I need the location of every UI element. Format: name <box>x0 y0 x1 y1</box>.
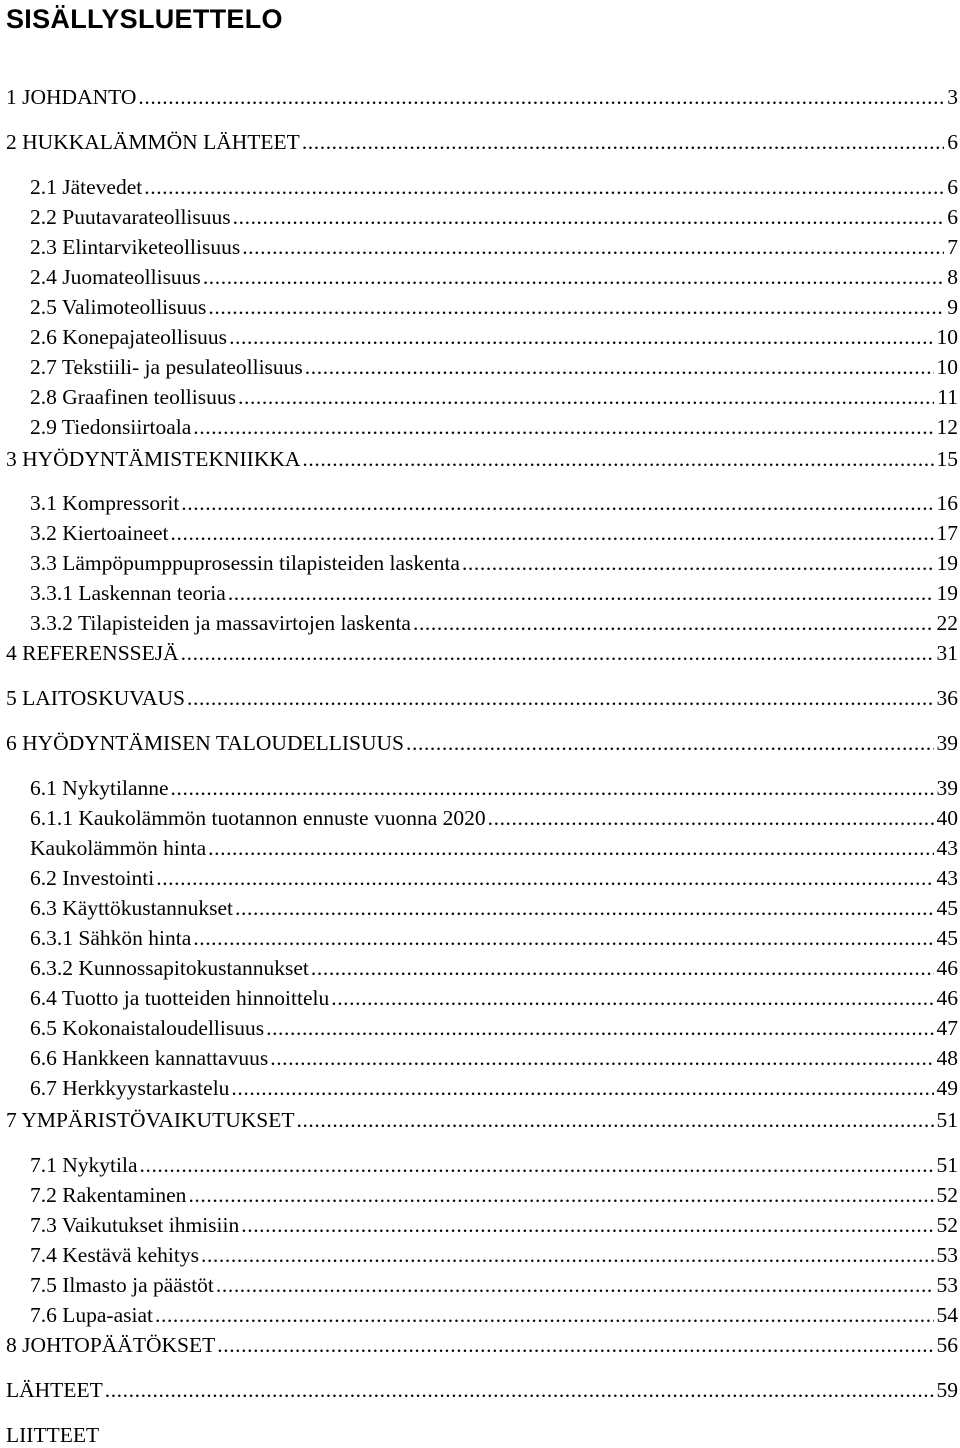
toc-dot-leader <box>181 490 933 516</box>
toc-entry[interactable] <box>6 640 958 666</box>
toc-entry-page-number: 6 <box>947 175 958 199</box>
toc-entry-label: 2.7 Tekstiili- ja pesulateollisuus <box>30 355 303 379</box>
toc-entry-page-number: 43 <box>936 836 958 860</box>
toc-dot-leader <box>144 174 944 200</box>
toc-entry-page-number: 51 <box>936 1108 958 1132</box>
toc-dot-leader <box>140 1152 934 1178</box>
toc-dot-leader <box>201 1242 934 1268</box>
toc-entry-page-number: 52 <box>936 1183 958 1207</box>
toc-entry-page-number: 48 <box>936 1046 958 1070</box>
toc-entry-page-number: 12 <box>936 415 958 439</box>
toc-entry-label: 2.5 Valimoteollisuus <box>30 295 207 319</box>
toc-entry-label: 4 REFERENSSEJÄ <box>6 641 179 665</box>
toc-dot-leader <box>302 129 944 155</box>
toc-entry[interactable] <box>30 354 958 380</box>
toc-entry-label: 2.8 Graafinen teollisuus <box>30 385 236 409</box>
toc-dot-leader <box>235 895 933 921</box>
toc-entry-label: 7.3 Vaikutukset ihmisiin <box>30 1213 240 1237</box>
toc-entry-page-number: 31 <box>936 641 958 665</box>
toc-entry-page-number: 17 <box>936 521 958 545</box>
toc-entry[interactable] <box>30 414 958 440</box>
toc-entry-label: 6 HYÖDYNTÄMISEN TALOUDELLISUUS <box>6 731 405 755</box>
toc-entry[interactable] <box>30 324 958 350</box>
toc-entry[interactable] <box>30 1075 958 1101</box>
toc-entry-page-number: 56 <box>936 1333 958 1357</box>
page-title: SISÄLLYSLUETTELO <box>6 4 283 34</box>
toc-entry[interactable] <box>30 925 958 951</box>
toc-entry[interactable] <box>30 835 958 861</box>
toc-entry-label: 7.2 Rakentaminen <box>30 1183 187 1207</box>
toc-entry-label: 6.3.1 Sähkön hinta <box>30 926 192 950</box>
toc-entry-page-number: 39 <box>936 776 958 800</box>
toc-entry[interactable] <box>30 1182 958 1208</box>
toc-dot-leader <box>270 1045 933 1071</box>
toc-entry[interactable] <box>30 775 958 801</box>
toc-entry[interactable] <box>6 730 958 756</box>
toc-entry[interactable] <box>30 1015 958 1041</box>
toc-entry[interactable] <box>30 865 958 891</box>
toc-entry-page-number: 51 <box>936 1153 958 1177</box>
toc-entry[interactable] <box>30 895 958 921</box>
toc-entry-page-number: 3 <box>947 85 958 109</box>
toc-dot-leader <box>231 1075 933 1101</box>
toc-entry-label: 3.2 Kiertoaineet <box>30 521 169 545</box>
toc-entry[interactable] <box>6 685 958 711</box>
toc-entry[interactable] <box>30 1212 958 1238</box>
toc-dot-leader <box>105 1377 934 1403</box>
toc-entry[interactable] <box>30 985 958 1011</box>
toc-entry[interactable] <box>6 84 958 110</box>
toc-entry-page-number: 46 <box>936 956 958 980</box>
toc-entry-label: 2 HUKKALÄMMÖN LÄHTEET <box>6 130 300 154</box>
toc-entry-page-number: 45 <box>936 896 958 920</box>
toc-entry[interactable] <box>6 446 958 472</box>
toc-dot-leader <box>181 640 934 666</box>
toc-entry-page-number: 53 <box>936 1273 958 1297</box>
toc-entry[interactable] <box>30 234 958 260</box>
toc-entry[interactable] <box>30 490 958 516</box>
toc-entry-page-number: 15 <box>936 447 958 471</box>
toc-entry-label: 7.5 Ilmasto ja päästöt <box>30 1273 214 1297</box>
toc-entry-label: 6.1.1 Kaukolämmön tuotannon ennuste vuonna 2020 <box>30 806 486 830</box>
toc-dot-leader <box>217 1332 933 1358</box>
toc-entry-label: LIITTEET <box>6 1423 100 1447</box>
toc-entry-label: 3 HYÖDYNTÄMISTEKNIIKKA <box>6 447 301 471</box>
toc-entry-page-number: 7 <box>947 235 958 259</box>
toc-entry-page-number: 54 <box>936 1303 958 1327</box>
toc-entry[interactable] <box>30 550 958 576</box>
toc-entry-label: 2.1 Jätevedet <box>30 175 143 199</box>
toc-dot-leader <box>138 84 944 110</box>
toc-entry-page-number: 19 <box>936 551 958 575</box>
toc-entry-label: Kaukolämmön hinta <box>30 836 207 860</box>
toc-entry[interactable] <box>30 955 958 981</box>
toc-dot-leader <box>241 1212 933 1238</box>
toc-entry-page-number: 52 <box>936 1213 958 1237</box>
toc-dot-leader <box>203 264 944 290</box>
toc-dot-leader <box>208 835 933 861</box>
toc-entry-page-number: 47 <box>936 1016 958 1040</box>
toc-entry-label: 7.6 Lupa-asiat <box>30 1303 153 1327</box>
toc-entry[interactable] <box>30 580 958 606</box>
toc-entry-label: 2.6 Konepajateollisuus <box>30 325 228 349</box>
toc-entry-label: 3.3.2 Tilapisteiden ja massavirtojen laskenta <box>30 611 411 635</box>
toc-entry-page-number: 8 <box>947 265 958 289</box>
toc-entry-page-number: 6 <box>947 130 958 154</box>
toc-dot-leader <box>208 294 944 320</box>
toc-dot-leader <box>242 234 944 260</box>
toc-entry-label: 6.4 Tuotto ja tuotteiden hinnoittelu <box>30 986 330 1010</box>
toc-entry-label: 2.4 Juomateollisuus <box>30 265 201 289</box>
toc-entry-page-number: 16 <box>936 491 958 515</box>
toc-dot-leader <box>229 324 933 350</box>
toc-entry[interactable] <box>6 1332 958 1358</box>
toc-entry[interactable] <box>30 174 958 200</box>
toc-entry-page-number: 39 <box>936 731 958 755</box>
toc-dot-leader <box>266 1015 933 1041</box>
toc-entry[interactable] <box>30 1302 958 1328</box>
toc-entry-label: 3.3.1 Laskennan teoria <box>30 581 226 605</box>
toc-entry-page-number: 6 <box>947 205 958 229</box>
toc-entry-label: 6.3.2 Kunnossapitokustannukset <box>30 956 309 980</box>
toc-entry-label: 8 JOHTOPÄÄTÖKSET <box>6 1333 216 1357</box>
toc-dot-leader <box>331 985 933 1011</box>
toc-dot-leader <box>311 955 934 981</box>
toc-entry-page-number: 11 <box>937 385 958 409</box>
toc-dot-leader <box>302 446 933 472</box>
toc-entry[interactable] <box>30 204 958 230</box>
toc-dot-leader <box>171 520 934 546</box>
toc-entry-label: 7 YMPÄRISTÖVAIKUTUKSET <box>6 1108 295 1132</box>
toc-entry[interactable] <box>30 1242 958 1268</box>
toc-entry[interactable] <box>30 384 958 410</box>
toc-entry[interactable] <box>30 1272 958 1298</box>
toc-dot-leader <box>216 1272 934 1298</box>
toc-entry-page-number: 53 <box>936 1243 958 1267</box>
toc-entry-page-number: 43 <box>936 866 958 890</box>
toc-entry-page-number: 49 <box>936 1076 958 1100</box>
toc-entry[interactable] <box>30 264 958 290</box>
toc-entry-label: 2.9 Tiedonsiirtoala <box>30 415 192 439</box>
toc-entry-label: 5 LAITOSKUVAUS <box>6 686 185 710</box>
toc-dot-leader <box>305 354 934 380</box>
toc-entry-label: 7.4 Kestävä kehitys <box>30 1243 199 1267</box>
toc-entry-page-number: 46 <box>936 986 958 1010</box>
toc-dot-leader <box>462 550 934 576</box>
toc-entry[interactable] <box>30 294 958 320</box>
toc-entry-page-number: 40 <box>936 806 958 830</box>
toc-entry-label: 7.1 Nykytila <box>30 1153 138 1177</box>
toc-entry-label: 3.1 Kompressorit <box>30 491 180 515</box>
toc-entry-label: 6.3 Käyttökustannukset <box>30 896 234 920</box>
toc-entry-page-number: 10 <box>936 355 958 379</box>
toc-entry[interactable] <box>6 1422 958 1448</box>
toc-entry-label: LÄHTEET <box>6 1378 103 1402</box>
toc-dot-leader <box>296 1107 933 1133</box>
toc-entry[interactable] <box>30 520 958 546</box>
toc-entry[interactable] <box>6 1107 958 1133</box>
toc-dot-leader <box>413 610 934 636</box>
toc-entry-label: 2.3 Elintarviketeollisuus <box>30 235 241 259</box>
toc-dot-leader <box>488 805 934 831</box>
toc-dot-leader <box>233 204 945 230</box>
toc-entry-page-number: 10 <box>936 325 958 349</box>
toc-entry-label: 3.3 Lämpöpumppuprosessin tilapisteiden laskenta <box>30 551 460 575</box>
toc-entry-label: 6.5 Kokonaistaloudellisuus <box>30 1016 265 1040</box>
toc-entry[interactable] <box>30 805 958 831</box>
toc-entry-label: 6.2 Investointi <box>30 866 155 890</box>
toc-entry-label: 1 JOHDANTO <box>6 85 137 109</box>
toc-dot-leader <box>155 1302 934 1328</box>
toc-entry-page-number: 45 <box>936 926 958 950</box>
toc-entry-label: 6.7 Herkkyystarkastelu <box>30 1076 230 1100</box>
toc-dot-leader <box>171 775 934 801</box>
toc-entry-label: 6.1 Nykytilanne <box>30 776 169 800</box>
toc-dot-leader <box>156 865 933 891</box>
toc-dot-leader <box>193 414 933 440</box>
toc-entry-page-number: 19 <box>936 581 958 605</box>
toc-dot-leader <box>188 1182 933 1208</box>
toc-entry[interactable] <box>6 129 958 155</box>
toc-dot-leader <box>238 384 934 410</box>
toc-entry-label: 6.6 Hankkeen kannattavuus <box>30 1046 269 1070</box>
toc-entry-page-number: 22 <box>936 611 958 635</box>
toc-entry-page-number: 36 <box>936 686 958 710</box>
toc-entry[interactable] <box>30 1152 958 1178</box>
toc-dot-leader <box>406 730 933 756</box>
toc-entry-label: 2.2 Puutavarateollisuus <box>30 205 231 229</box>
toc-entry[interactable] <box>30 1045 958 1071</box>
toc-entry-page-number: 9 <box>947 295 958 319</box>
toc-dot-leader <box>187 685 934 711</box>
toc-dot-leader <box>193 925 933 951</box>
toc-entry[interactable] <box>6 1377 958 1403</box>
toc-dot-leader <box>228 580 934 606</box>
toc-entry-page-number: 59 <box>936 1378 958 1402</box>
toc-entry[interactable] <box>30 610 958 636</box>
